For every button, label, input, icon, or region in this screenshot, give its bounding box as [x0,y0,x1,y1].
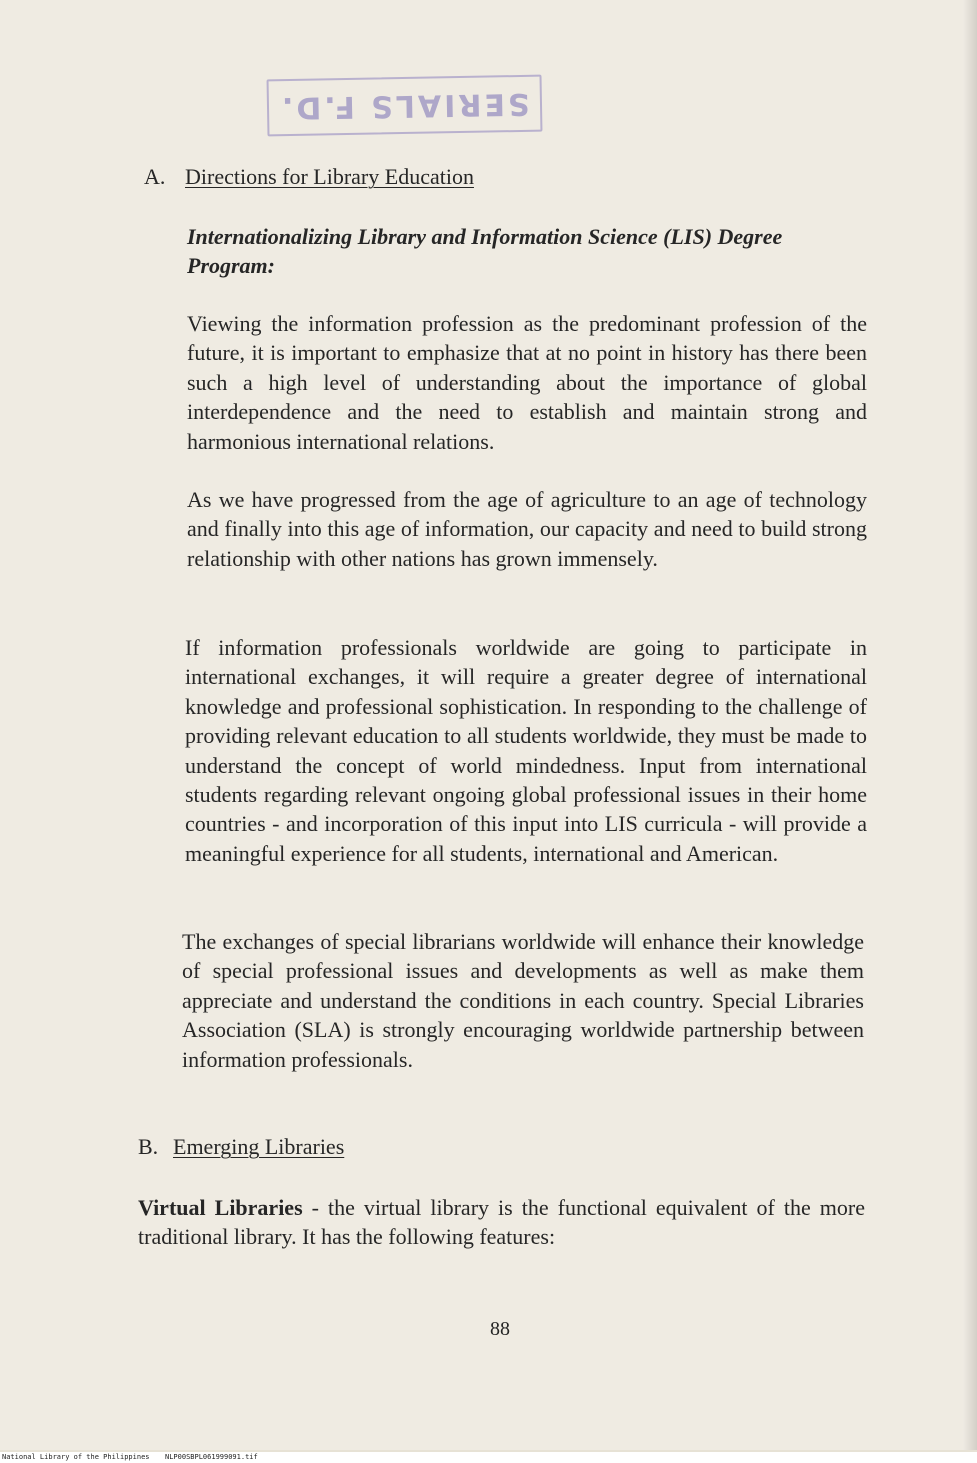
paragraph-2: As we have progressed from the age of agriculture to an age of technology and finally into this age of information, our capacity and need to build strong relationship with other nations has grown immensely. [187,487,867,571]
paragraph-3: If information professionals worldwide are going to participate in international exchanges, it will require a greater degree of international knowledge and professional sophistication. In responding to the challenge of providing relevant education to all students worldwide, they must be made to understand the concept of world mindedness. Input from international students regarding relevant ongoing global professional issues in their home countries - and incorporation of this input into LIS curricula - will provide a meaningful experience for all students, international and American. [185,635,867,866]
page-number: 88 [490,1318,510,1340]
section-b-letter: B. [138,1134,159,1159]
virtual-libraries-lead: Virtual Libraries [138,1195,303,1220]
paragraph-4: The exchanges of special librarians worldwide will enhance their knowledge of special professional issues and developments as well as make them appreciate and understand the conditions in each country. Special Libraries Association (SLA) is strongly encouraging worldwide partnership between information professionals. [182,929,864,1072]
section-a-heading [144,164,474,190]
footer-filename: NLP00SBPL061999091.tif [165,1453,258,1461]
paragraph-1: Viewing the information profession as the predominant profession of the future, it is important to emphasize that at no point in history has there been such a high level of understanding about the importance of global interdependence and the need to establish and maintain strong and harmonious international relations. [187,311,867,454]
virtual-libraries-paragraph [138,1193,865,1252]
section-b-title: Emerging Libraries [173,1134,345,1159]
stamp-text: SERIALS F.D. [278,85,531,126]
section-a-title: Directions for Library Education [185,164,474,189]
section-b-heading [138,1134,344,1160]
scan-footer [0,1452,977,1463]
footer-library-name: National Library of the Philippines [2,1453,150,1461]
serials-stamp [267,75,543,137]
page-edge-shadow [963,0,977,1450]
virtual-libraries-text: - the virtual library is the functional equivalent of the more traditional library. It has the following features: [138,1195,865,1250]
subheading: Internationalizing Library and Information Science (LIS) Degree Program: [187,224,783,278]
section-a-letter: A. [144,164,166,189]
